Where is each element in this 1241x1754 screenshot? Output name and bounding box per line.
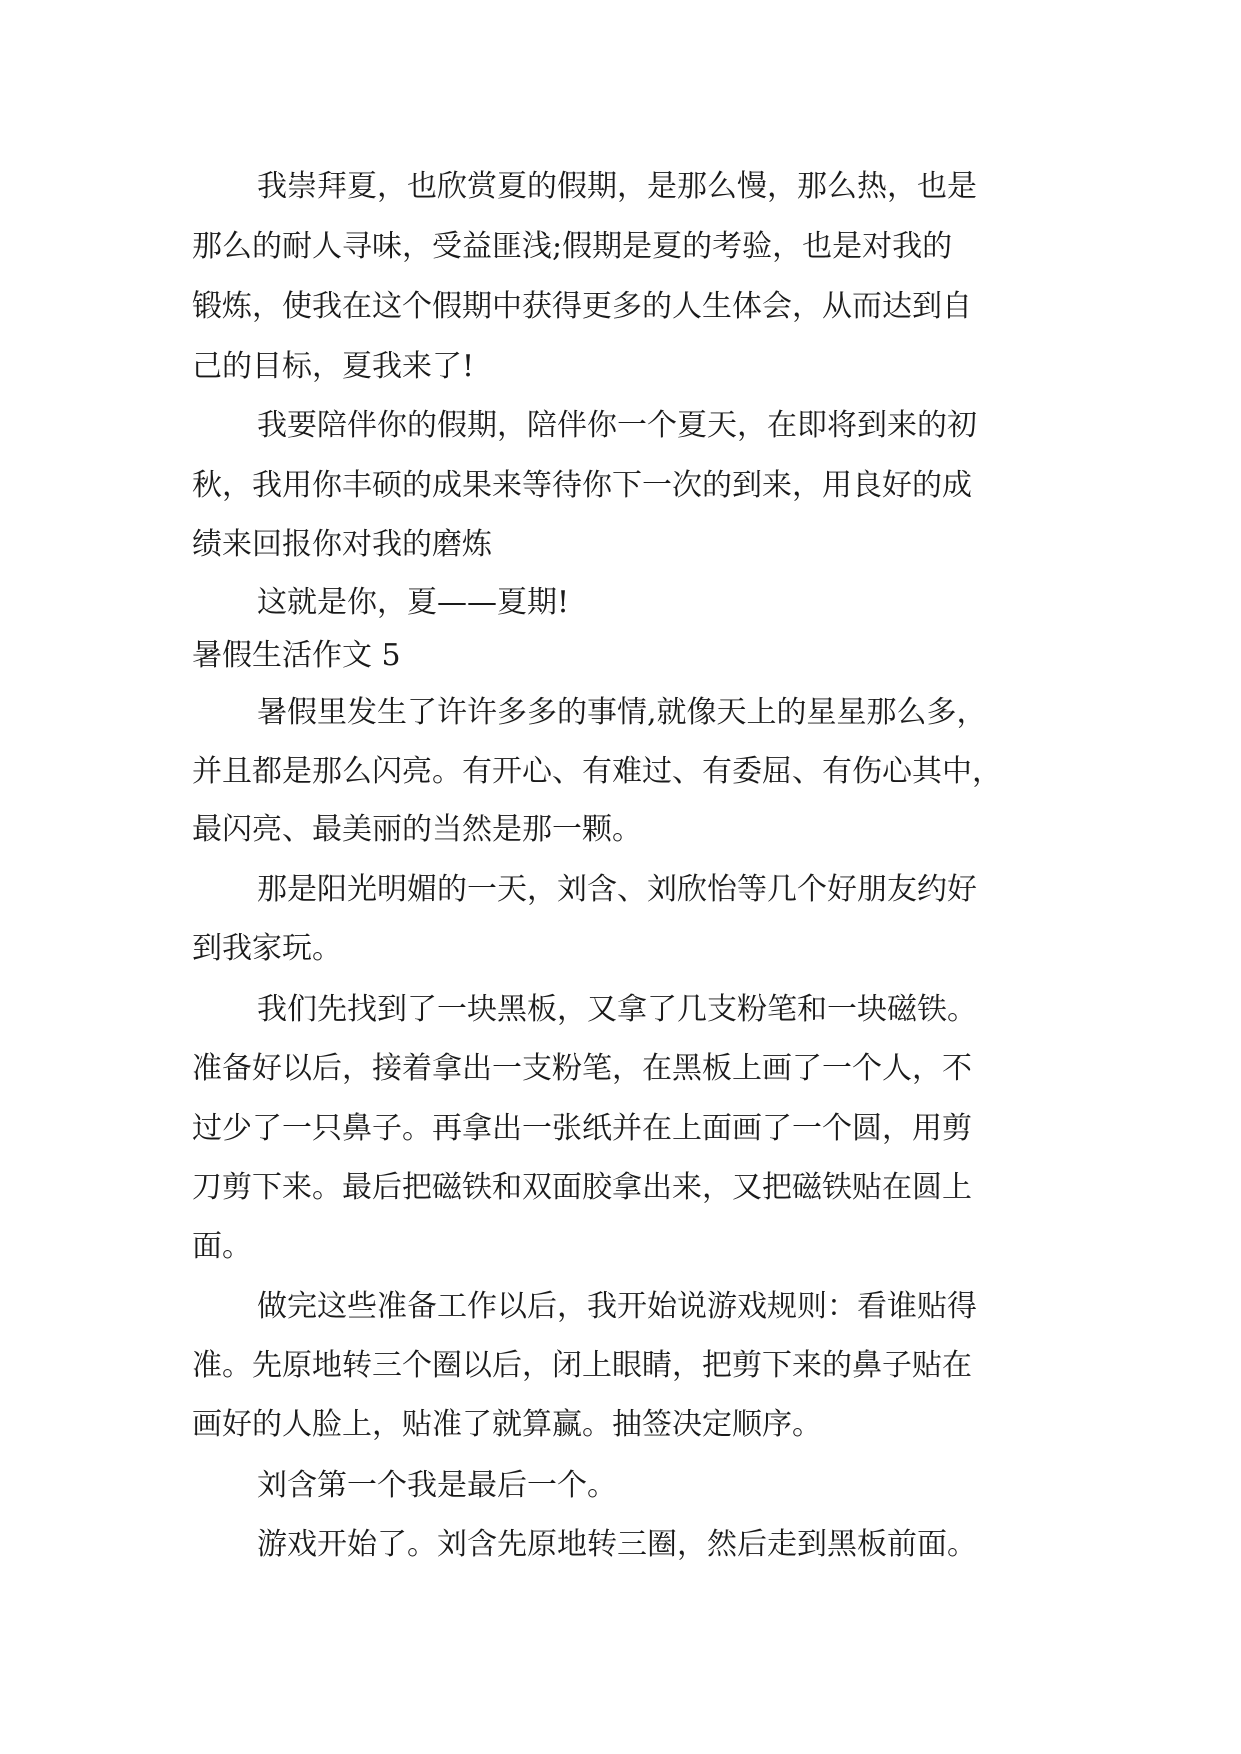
text-line: 最闪亮、最美丽的当然是那一颗。 [192, 812, 642, 847]
text-line: 过少了一只鼻子。再拿出一张纸并在上面画了一个圆，用剪 [192, 1111, 972, 1146]
text-line: 游戏开始了。刘含先原地转三圈，然后走到黑板前面。 [257, 1527, 977, 1562]
text-line: 做完这些准备工作以后，我开始说游戏规则：看谁贴得 [257, 1289, 977, 1324]
text-line: 刀剪下来。最后把磁铁和双面胶拿出来，又把磁铁贴在圆上 [192, 1170, 972, 1205]
text-line: 面。 [192, 1229, 252, 1264]
text-line: 刘含第一个我是最后一个。 [257, 1468, 617, 1503]
text-line: 锻炼，使我在这个假期中获得更多的人生体会，从而达到自 [192, 289, 972, 324]
text-line: 这就是你，夏——夏期! [257, 585, 570, 620]
text-line: 我崇拜夏，也欣赏夏的假期，是那么慢，那么热，也是 [257, 169, 977, 204]
text-line: 秋，我用你丰硕的成果来等待你下一次的到来，用良好的成 [192, 468, 972, 503]
text-line: 准。先原地转三个圈以后，闭上眼睛，把剪下来的鼻子贴在 [192, 1348, 972, 1383]
text-line: 那么的耐人寻味，受益匪浅;假期是夏的考验，也是对我的 [192, 229, 953, 264]
text-line: 己的目标，夏我来了! [192, 349, 475, 384]
text-line: 我要陪伴你的假期，陪伴你一个夏天，在即将到来的初 [257, 408, 977, 443]
section-title: 暑假生活作文 5 [192, 638, 401, 673]
text-line: 并且都是那么闪亮。有开心、有难过、有委屈、有伤心其中， [192, 754, 1002, 789]
text-line: 画好的人脸上，贴准了就算赢。抽签决定顺序。 [192, 1407, 822, 1442]
text-line: 暑假里发生了许许多多的事情,就像天上的星星那么多， [257, 695, 987, 730]
text-line: 我们先找到了一块黑板，又拿了几支粉笔和一块磁铁。 [257, 992, 977, 1027]
text-line: 到我家玩。 [192, 931, 342, 966]
text-line: 那是阳光明媚的一天，刘含、刘欣怡等几个好朋友约好 [257, 872, 977, 907]
text-line: 准备好以后，接着拿出一支粉笔，在黑板上画了一个人，不 [192, 1051, 972, 1086]
text-line: 绩来回报你对我的磨炼 [192, 527, 492, 562]
